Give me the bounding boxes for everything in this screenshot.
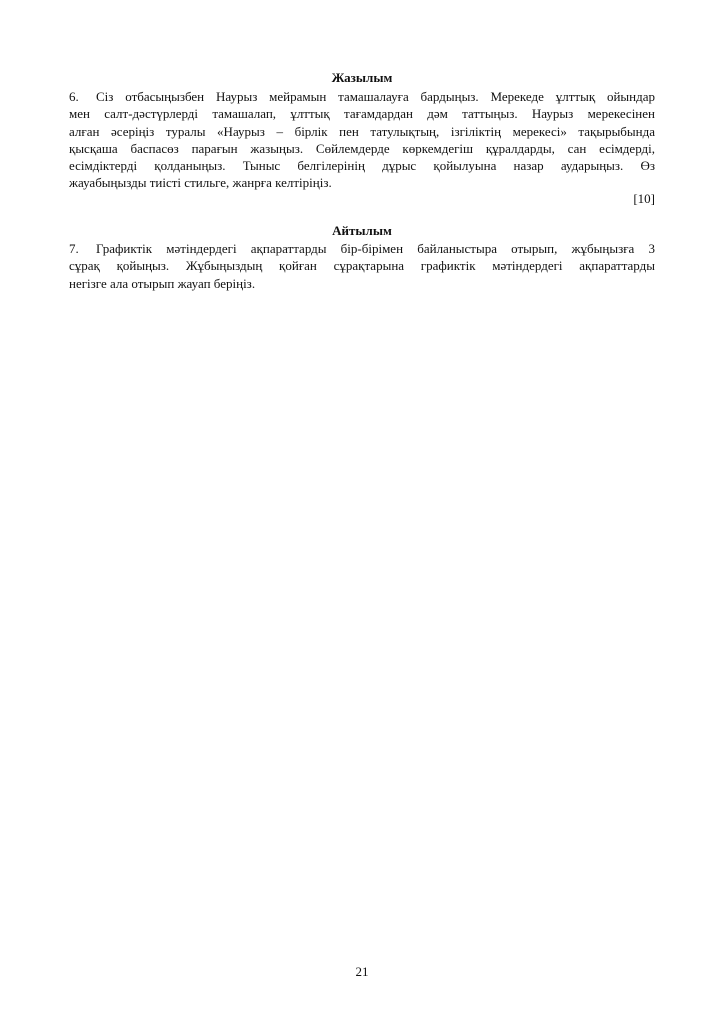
- task-6-line-4: қысқаша баспасөз парағын жазыңыз. Сөйлемдерде көркемдегіш құралдарды, сан есімдерді,: [69, 140, 655, 156]
- task-7-line-1: [69, 240, 655, 257]
- task-6-line-3: алған әсеріңіз туралы «Наурыз – бірлік пен татулықтың, ізгіліктің мерекесі» тақырыбында: [69, 123, 655, 139]
- task-7-number: 7.: [69, 241, 79, 256]
- document-page: [69, 0, 655, 1024]
- task-6-number: 6.: [69, 89, 79, 104]
- task-7-line-3: негізге ала отырып жауап беріңіз.: [69, 275, 256, 291]
- task-6-line-1: [69, 88, 655, 105]
- page-number: 21: [355, 964, 369, 979]
- task-7-line-2: сұрақ қойыңыз. Жұбыңыздың қойған сұрақтарына графиктік мәтіндердегі ақпараттарды: [69, 258, 655, 274]
- section-heading-speaking: Айтылым: [332, 223, 392, 238]
- task-6-line-5: есімдіктерді қолданыңыз. Тыныс белгілерінің дұрыс қойылуына назар аударыңыз. Өз: [69, 158, 655, 174]
- task-6: [69, 88, 655, 192]
- task-7: [69, 240, 655, 292]
- task-6-line-2: мен салт-дәстүрлерді тамашалап, ұлттық тағамдардан дәм таттыңыз. Наурыз мерекесінен: [69, 106, 655, 122]
- section-heading-writing: Жазылым: [331, 70, 393, 85]
- task-6-line-6: жауабыңызды тиісті стильге, жанрға келтіріңіз.: [69, 175, 332, 191]
- task-7-line-1-text: Графиктік мәтіндердегі ақпараттарды бір-бірімен байланыстыра отырып, жұбыңызға 3: [96, 241, 655, 256]
- task-6-score: [10]: [633, 191, 655, 206]
- task-6-line-1-text: Сіз отбасыңызбен Наурыз мейрамын тамашалауға бардыңыз. Мерекеде ұлттық ойындар: [96, 89, 655, 104]
